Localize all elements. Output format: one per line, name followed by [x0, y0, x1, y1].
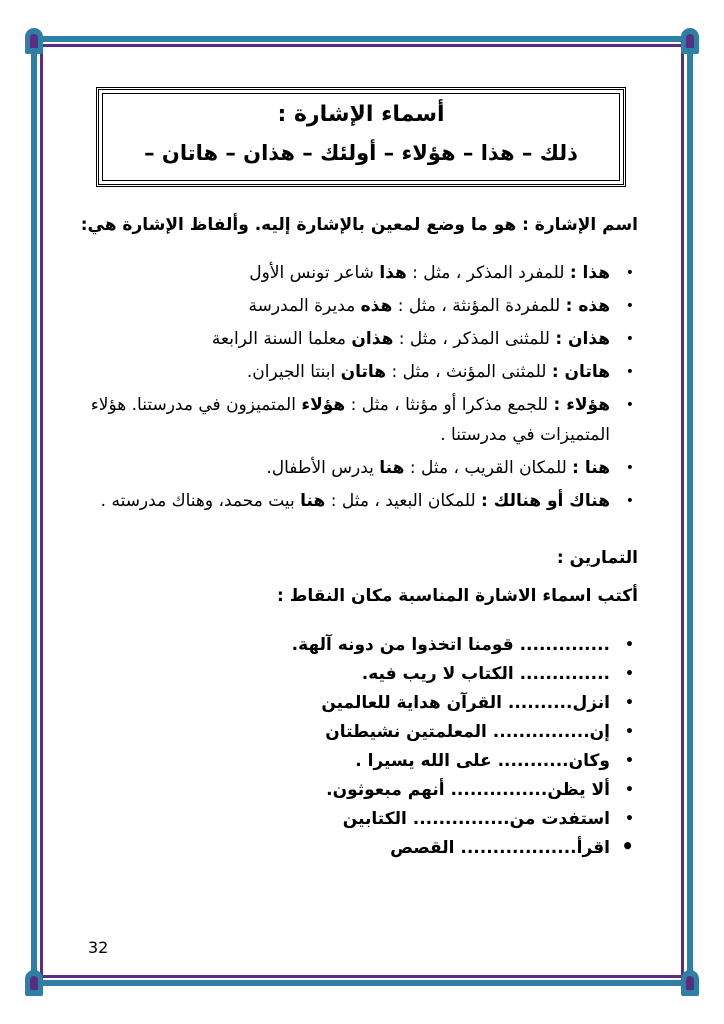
demonstrative-word: هذا : [569, 263, 610, 283]
exercises-heading: التمارين : [556, 548, 638, 568]
exercise-item: • وكان........... على الله يسيرا . [78, 748, 610, 774]
exercise-item: • .............. قومنا اتخذوا من دونه آلهة. [78, 632, 610, 658]
frame-corner-ornament [25, 970, 43, 996]
demonstratives-list [78, 258, 638, 516]
definition-label: اسم الإشارة : [522, 215, 638, 235]
example-sentence: شاعر تونس الأول [249, 263, 374, 283]
example-sentence: معلما السنة الرابعة [211, 329, 347, 349]
demonstrative-word: هؤلاء : [553, 395, 610, 415]
frame-corner-ornament [25, 28, 43, 54]
usage-description: للمكان البعيد ، مثل : [330, 491, 476, 511]
title-box [96, 87, 626, 187]
usage-description: للمثنى المذكر ، مثل : [398, 329, 550, 349]
exercise-item: • إن............... المعلمتين نشيطتان [78, 719, 610, 745]
demonstrative-word: هذان : [555, 329, 610, 349]
usage-description: للمثنى المؤنث ، مثل : [391, 362, 547, 382]
demonstrative-word: هناك أو هنالك : [481, 491, 610, 511]
example-sentence: مديرة المدرسة [248, 296, 356, 316]
example-word: هنا [379, 458, 405, 478]
example-word: هذه [360, 296, 393, 316]
page-title: أسماء الإشارة : [277, 102, 445, 127]
demonstrative-word: هنا : [572, 458, 610, 478]
exercise-instruction: أكتب اسماء الاشارة المناسبة مكان النقاط : [276, 586, 638, 606]
usage-description: للمكان القريب ، مثل : [409, 458, 567, 478]
frame-left-border [31, 36, 37, 988]
usage-description: للجمع مذكرا أو مؤنثا ، مثل : [350, 395, 549, 415]
list-item [78, 258, 610, 288]
frame-corner-ornament [681, 970, 699, 996]
example-sentence: بيت محمد، وهناك مدرسته . [100, 491, 295, 511]
usage-description: للمفردة المؤنثة ، مثل : [397, 296, 561, 316]
definition-text: هو ما وضع لمعين بالإشارة إليه. وألفاظ الإشارة هي: [80, 215, 517, 235]
page-number: 32 [88, 938, 109, 957]
list-item [78, 390, 610, 450]
frame-left-inner-border [40, 40, 43, 984]
frame-bottom-inner-border [30, 975, 694, 978]
example-sentence: ابنتا الجيران. [246, 362, 336, 382]
exercise-item: • استفدت من............... الكتابين [78, 806, 610, 832]
frame-top-border [30, 36, 694, 42]
lesson-content [78, 212, 638, 864]
demonstrative-word: هاتان : [551, 362, 610, 382]
example-word: هاتان [340, 362, 387, 382]
example-word: هؤلاء [301, 395, 346, 415]
demonstrative-word: هذه : [565, 296, 610, 316]
frame-top-inner-border [30, 44, 694, 47]
list-item [78, 453, 610, 483]
exercise-item: • .............. الكتاب لا ريب فيه. [78, 661, 610, 687]
frame-bottom-border [30, 980, 694, 986]
list-item [78, 357, 610, 387]
example-word: هنا [300, 491, 326, 511]
definition [78, 212, 638, 238]
list-item [78, 291, 610, 321]
example-sentence: يدرس الأطفال. [266, 458, 374, 478]
frame-corner-ornament [681, 28, 699, 54]
frame-right-inner-border [681, 40, 684, 984]
exercise-list [78, 632, 638, 861]
example-word: هذان [351, 329, 394, 349]
list-item [78, 324, 610, 354]
example-word: هذا [379, 263, 407, 283]
exercise-item: • ألا يظن............... أنهم مبعوثون. [78, 777, 610, 803]
usage-description: للمفرد المذكر ، مثل : [412, 263, 565, 283]
exercise-item: • انزل.......... القرآن هداية للعالمين [78, 690, 610, 716]
exercise-item: • اقرأ.................. القصص [78, 835, 610, 861]
list-item [78, 486, 610, 516]
frame-right-border [687, 36, 693, 988]
example-sentence: المتميزون في مدرستنا. هؤلاء المتميزات في مدرستنا . [90, 395, 610, 445]
demonstrative-words-list: ذلك – هذا – هؤلاء – أولئك – هذان – هاتان – [144, 141, 578, 165]
